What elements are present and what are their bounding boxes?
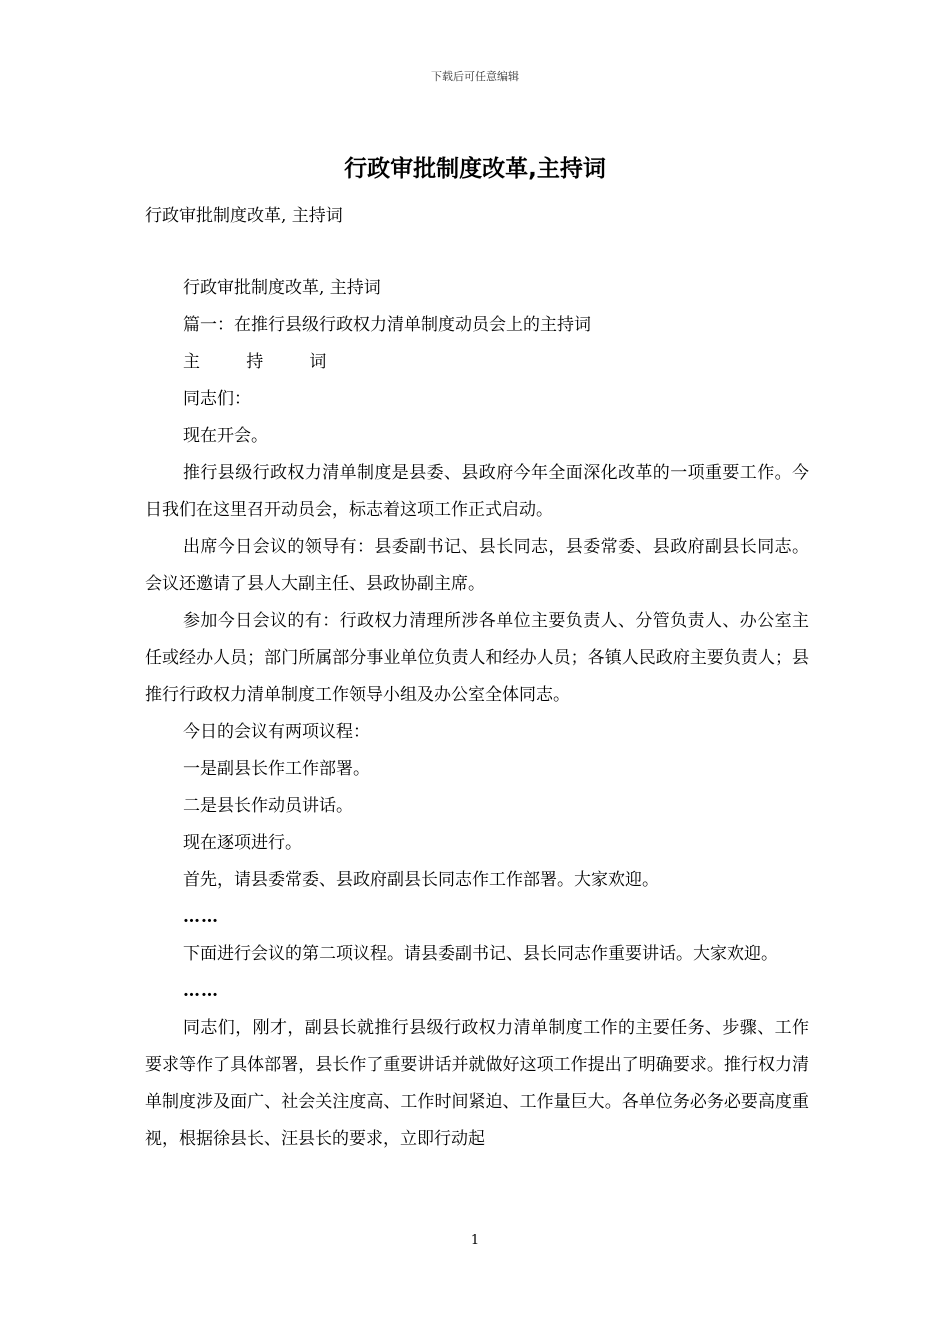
paragraph: 下面进行会议的第二项议程。请县委副书记、县长同志作重要讲话。大家欢迎。 xyxy=(183,944,778,964)
document-subtitle: 行政审批制度改革, 主持词 xyxy=(145,206,343,226)
paragraph: 推行县级行政权力清单制度是县委、县政府今年全面深化改革的一项重要工作。今日我们在这里召开动员会，标志着这项工作正式启动。 xyxy=(145,463,809,520)
paragraph: 主 持 词 xyxy=(183,352,347,372)
document-body xyxy=(145,270,809,1158)
paragraph: 出席今日会议的领导有：县委副书记、县长同志，县委常委、县政府副县长同志。会议还邀请了县人大副主任、县政协副主席。 xyxy=(145,537,809,594)
paragraph: 篇一：在推行县级行政权力清单制度动员会上的主持词 xyxy=(183,315,591,335)
paragraph: 行政审批制度改革, 主持词 xyxy=(183,278,381,298)
paragraph: 现在逐项进行。 xyxy=(183,833,302,853)
paragraph: 今日的会议有两项议程： xyxy=(183,722,370,742)
paragraph: 参加今日会议的有：行政权力清理所涉各单位主要负责人、分管负责人、办公室主任或经办人员；部门所属部分事业单位负责人和经办人员；各镇人民政府主要负责人；县推行行政权力清单制度工作领导小组及办公室全体同志。 xyxy=(145,611,809,705)
paragraph: 同志们： xyxy=(183,389,251,409)
paragraph: 一是副县长作工作部署。 xyxy=(183,759,370,779)
paragraph: 二是县长作动员讲话。 xyxy=(183,796,353,816)
ellipsis-line: …… xyxy=(183,981,219,1001)
document-title: 行政审批制度改革,主持词 xyxy=(344,156,606,182)
ellipsis-line: …… xyxy=(183,907,219,927)
paragraph: 首先，请县委常委、县政府副县长同志作工作部署。大家欢迎。 xyxy=(183,870,659,890)
paragraph: 同志们，刚才，副县长就推行县级行政权力清单制度工作的主要任务、步骤、工作要求等作了具体部署，县长作了重要讲话并就做好这项工作提出了明确要求。推行权力清单制度涉及面广、社会关注度高、工作时间紧迫、工作量巨大。各单位务必务必要高度重视，根据徐县长、汪县长的要求，立即行动起 xyxy=(145,1018,809,1149)
page-number: 1 xyxy=(470,1233,480,1248)
paragraph: 现在开会。 xyxy=(183,426,268,446)
page-header: 下载后可任意编辑 xyxy=(431,70,519,83)
